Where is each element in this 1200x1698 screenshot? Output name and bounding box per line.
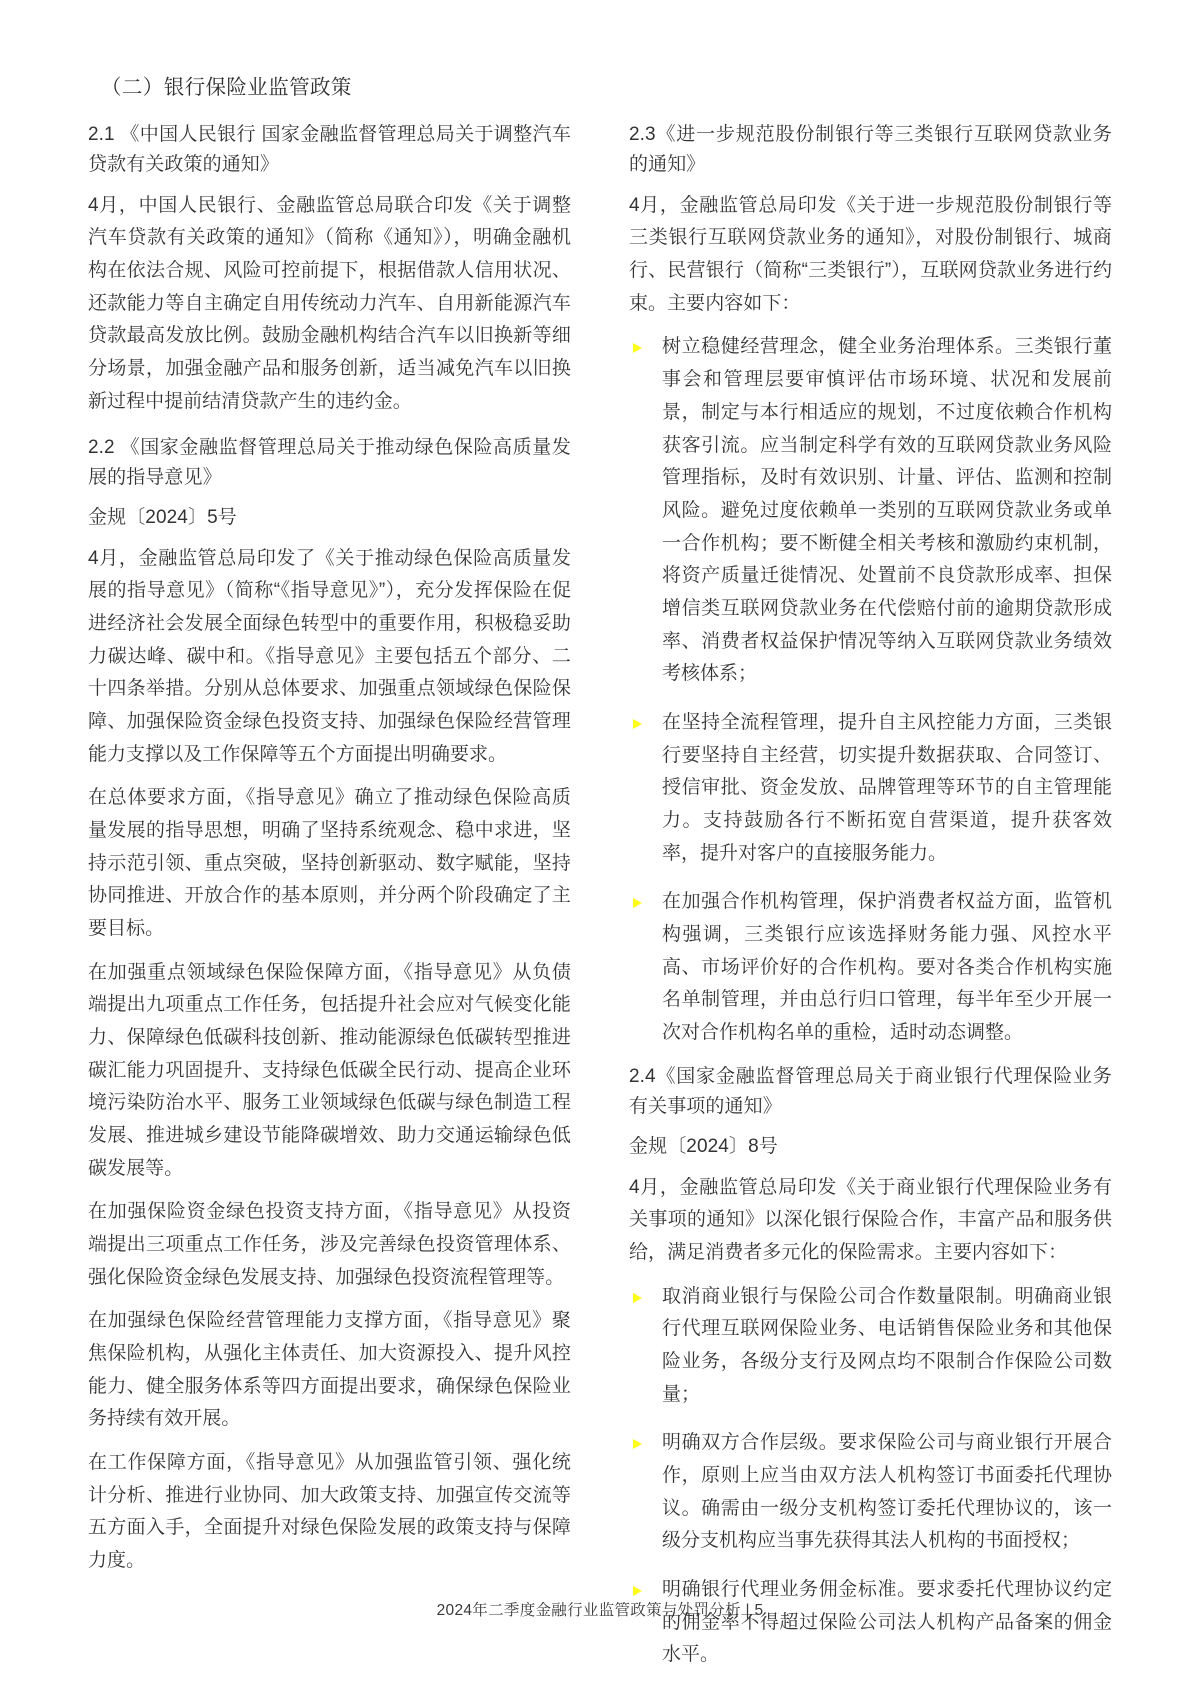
list-item-text: 明确双方合作层级。要求保险公司与商业银行开展合作，原则上应当由双方法人机构签订书面委托代理协议。确需由一级分支机构签订委托代理协议的，该一级分支机构应当事先获得其法人机构的书面授权； (662, 1432, 1112, 1552)
triangle-bullet-icon (633, 1293, 642, 1303)
list-item-text: 在坚持全流程管理，提升自主风控能力方面，三类银行要坚持自主经营，切实提升数据获取、合同签订、授信审批、资金发放、品牌管理等环节的自主管理能力。支持鼓励各行不断拓宽自营渠道，提升获客效率，提升对客户的直接服务能力。 (662, 711, 1112, 864)
list-item-text: 树立稳健经营理念，健全业务治理体系。三类银行董事会和管理层要审慎评估市场环境、状况和发展前景，制定与本行相适应的规划，不过度依赖合作机构获客引流。应当制定科学有效的互联网贷款业务风险管理指标，及时有效识别、计量、评估、监测和控制风险。避免过度依赖单一类别的互联网贷款业务或单一合作机构；要不断健全相关考核和激励约束机制，将资产质量迁徙情况、处置前不良贷款形成率、担保增信类互联网贷款业务在代偿赔付前的逾期贷款形成率、消费者权益保护情况等纳入互联网贷款业务绩效考核体系； (662, 336, 1112, 685)
paragraph-2-2-1: 在总体要求方面，《指导意见》确立了推动绿色保险高质量发展的指导思想，明确了坚持系统观念、稳中求进，坚持示范引领、重点突破，坚持创新驱动、数字赋能，坚持协同推进、开放合作的基本原则，并分两个阶段确定了主要目标。 (88, 787, 571, 939)
paragraph-2-1-body: 4月，中国人民银行、金融监管总局联合印发《关于调整汽车贷款有关政策的通知》（简称《通知》），明确金融机构在依法合规、风险可控前提下，根据借款人信用状况、还款能力等自主确定自用传统动力汽车、自用新能源汽车贷款最高发放比例。鼓励金融机构结合汽车以旧换新等细分场景，加强金融产品和服务创新，适当减免汽车以旧换新过程中提前结清贷款产生的违约金。 (88, 194, 571, 412)
docnum-2-2: 金规〔2024〕5号 (88, 506, 237, 528)
list-item-text: 取消商业银行与保险公司合作数量限制。明确商业银行代理互联网保险业务、电话销售保险业务和其他保险业务，各级分支行及网点均不限制合作保险公司数量； (662, 1285, 1112, 1405)
triangle-bullet-icon (633, 898, 642, 908)
paragraph-2-2-2: 在加强重点领域绿色保险保障方面，《指导意见》从负债端提出九项重点工作任务，包括提升社会应对气候变化能力、保障绿色低碳科技创新、推动能源绿色低碳转型推进碳汇能力巩固提升、支持绿色低碳全民行动、提高企业环境污染防治水平、服务工业领域绿色低碳与绿色制造工程发展、推进城乡建设节能降碳增效、助力交通运输绿色低碳发展等。 (88, 961, 571, 1179)
section-heading: （二）银行保险业监管政策 (101, 76, 352, 99)
docnum-2-4: 金规〔2024〕8号 (629, 1135, 778, 1157)
list-item (629, 707, 1112, 870)
triangle-bullet-icon (633, 343, 642, 353)
list-item-text: 明确银行代理业务佣金标准。要求委托代理协议约定的佣金率不得超过保险公司法人机构产品备案的佣金水平。 (662, 1579, 1112, 1666)
subheading-2-3: 2.3《进一步规范股份制银行等三类银行互联网贷款业务的通知》 (629, 123, 1112, 175)
subheading-2-2: 2.2 《国家金融监督管理总局关于推动绿色保险高质量发展的指导意见》 (88, 436, 571, 488)
triangle-bullet-icon (633, 719, 642, 729)
paragraph-2-2-5: 在工作保障方面，《指导意见》从加强监管引领、强化统计分析、推进行业协同、加大政策支持、加强宣传交流等五方面入手，全面提升对绿色保险发展的政策支持与保障力度。 (88, 1452, 571, 1572)
right-column (629, 120, 1112, 1684)
list-item (629, 886, 1112, 1049)
list-item-text: 在加强合作机构管理，保护消费者权益方面，监管机构强调，三类银行应该选择财务能力强、风控水平高、市场评价好的合作机构。要对各类合作机构实施名单制管理，并由总行归口管理，每半年至少开展一次对合作机构名单的重检，适时动态调整。 (662, 891, 1112, 1043)
paragraph-2-2-3: 在加强保险资金绿色投资支持方面，《指导意见》从投资端提出三项重点工作任务，涉及完善绿色投资管理体系、强化保险资金绿色发展支持、加强绿色投资流程管理等。 (88, 1201, 571, 1288)
triangle-bullet-icon (633, 1439, 642, 1449)
paragraph-2-4-body: 4月，金融监管总局印发《关于商业银行代理保险业务有关事项的通知》以深化银行保险合作，丰富产品和服务供给，满足消费者多元化的保险需求。主要内容如下： (629, 1176, 1112, 1263)
list-item (629, 1427, 1112, 1558)
subheading-2-4: 2.4《国家金融监督管理总局关于商业银行代理保险业务有关事项的通知》 (629, 1065, 1112, 1117)
page-footer: 2024年二季度金融行业监管政策与处罚分析 | 5 (436, 1602, 764, 1619)
paragraph-2-2-4: 在加强绿色保险经营管理能力支撑方面，《指导意见》聚焦保险机构，从强化主体责任、加大资源投入、提升风控能力、健全服务体系等四方面提出要求，确保绿色保险业务持续有效开展。 (88, 1310, 571, 1430)
paragraph-2-3-body: 4月，金融监管总局印发《关于进一步规范股份制银行等三类银行互联网贷款业务的通知》，对股份制银行、城商行、民营银行（简称“三类银行”），互联网贷款业务进行约束。主要内容如下： (629, 194, 1112, 314)
subheading-2-1: 2.1 《中国人民银行 国家金融监督管理总局关于调整汽车贷款有关政策的通知》 (88, 123, 571, 175)
list-item (629, 331, 1112, 690)
triangle-bullet-icon (633, 1586, 642, 1596)
paragraph-2-2-0: 4月，金融监管总局印发了《关于推动绿色保险高质量发展的指导意见》（简称“《指导意见》”），充分发挥保险在促进经济社会发展全面绿色转型中的重要作用，积极稳妥助力碳达峰、碳中和。《指导意见》主要包括五个部分、二十四条举措。分别从总体要求、加强重点领域绿色保险保障、加强保险资金绿色投资支持、加强绿色保险经营管理能力支撑以及工作保障等五个方面提出明确要求。 (88, 547, 571, 765)
bullet-list-2-3 (629, 331, 1112, 1049)
two-column-layout (88, 120, 1112, 1684)
left-column (88, 120, 571, 1684)
list-item (629, 1574, 1112, 1672)
list-item (629, 1281, 1112, 1412)
